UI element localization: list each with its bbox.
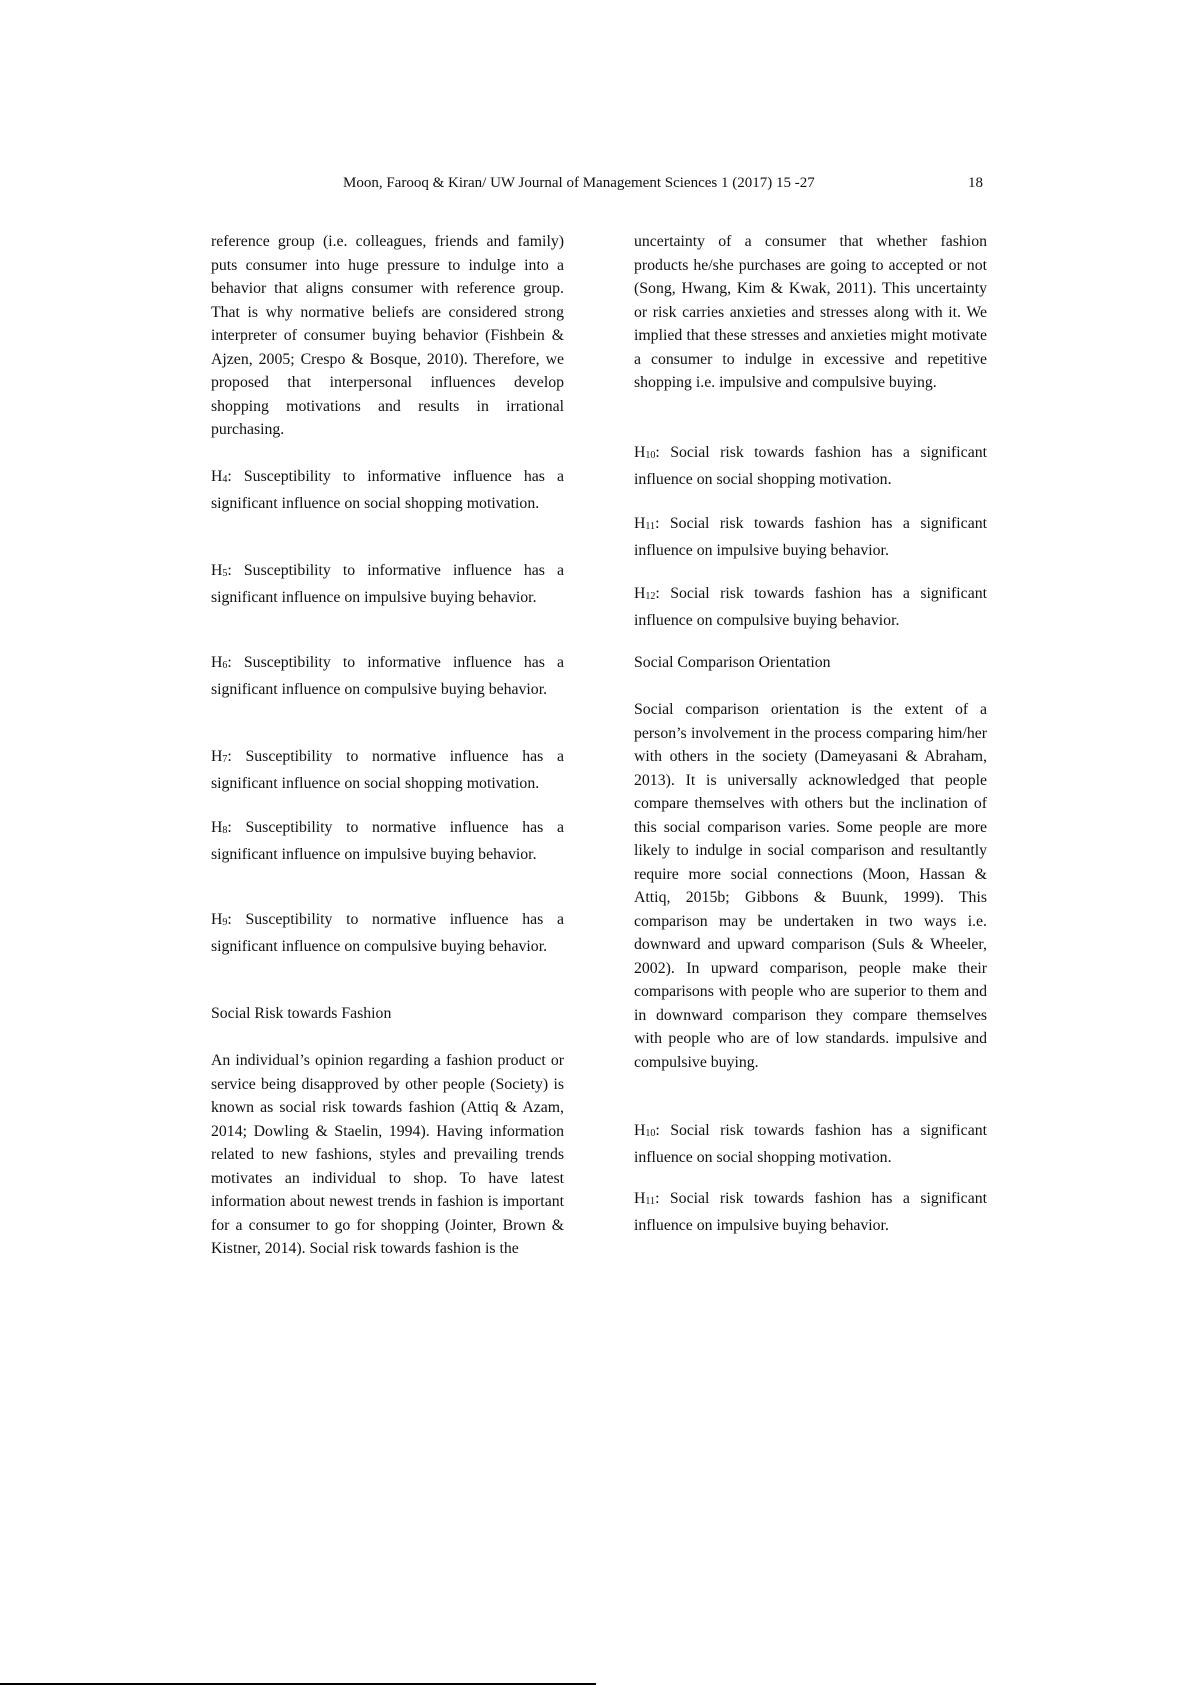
hyp-label: H: [211, 468, 223, 485]
hyp-sub: 11: [645, 1196, 656, 1207]
hyp-label: H: [211, 654, 223, 671]
running-title: Moon, Farooq & Kiran/ UW Journal of Management Sciences 1 (2017) 15 -27: [343, 175, 815, 191]
hyp-sub: 9: [222, 917, 228, 928]
hypothesis-h10-repeat: [634, 1119, 987, 1169]
hyp-label: H: [211, 819, 223, 836]
hypothesis-h6: [211, 651, 564, 701]
hyp-label: H: [211, 748, 223, 765]
hyp-text: : Susceptibility to normative influence has a significant influence on compulsive buying behavior.: [211, 911, 564, 955]
hyp-label: H: [634, 444, 646, 461]
hyp-text: : Susceptibility to informative influence has a significant influence on impulsive buying behavior.: [211, 562, 564, 606]
hyp-label: H: [211, 562, 223, 579]
hyp-label: H: [634, 515, 646, 532]
hypothesis-h4: [211, 465, 564, 515]
hypothesis-h8: [211, 816, 564, 866]
hyp-text: : Susceptibility to informative influence has a significant influence on compulsive buying behavior.: [211, 654, 564, 698]
hyp-text: : Social risk towards fashion has a significant influence on impulsive buying behavior.: [634, 1190, 987, 1234]
hyp-text: : Social risk towards fashion has a significant influence on impulsive buying behavior.: [634, 515, 987, 559]
hypothesis-h5: [211, 559, 564, 609]
hyp-text: : Social risk towards fashion has a significant influence on social shopping motivation.: [634, 444, 987, 488]
hyp-label: H: [634, 1190, 646, 1207]
hyp-text: : Susceptibility to normative influence has a significant influence on impulsive buying behavior.: [211, 819, 564, 863]
hypothesis-h10: [634, 441, 987, 491]
hyp-label: H: [634, 585, 646, 602]
hyp-sub: 8: [222, 825, 228, 836]
paragraph: Social comparison orientation is the extent of a person’s involvement in the process comparing him/her with others in the society (Dameyasani & Abraham, 2013). It is universally acknowledged that people compare themselves with others but the inclination of this social comparison varies. Some people are more likely to indulge in social comparison and resultantly require more social connections (Moon, Hassan & Attiq, 2015b; Gibbons & Buunk, 1999). This comparison may be undertaken in two ways i.e. downward and upward comparison (Suls & Wheeler, 2002). In upward comparison, people make their comparisons with people who are superior to them and in downward comparison they compare themselves with people who are of low standards. impulsive and compulsive buying.: [634, 701, 987, 1071]
section-heading: Social Risk towards Fashion: [211, 1005, 392, 1022]
page-number: 18: [968, 175, 983, 191]
hyp-text: : Social risk towards fashion has a significant influence on compulsive buying behavior.: [634, 585, 987, 629]
footnote-rule: [0, 1683, 596, 1685]
hypothesis-h7: [211, 745, 564, 795]
paragraph: uncertainty of a consumer that whether fashion products he/she purchases are going to accepted or not (Song, Hwang, Kim & Kwak, 2011). This uncertainty or risk carries anxieties and stresses along with it. We implied that these stresses and anxieties might motivate a consumer to indulge in excessive and repetitive shopping i.e. impulsive and compulsive buying.: [634, 233, 987, 391]
hyp-sub: 12: [645, 591, 656, 602]
hyp-text: : Susceptibility to informative influence has a significant influence on social shopping motivation.: [211, 468, 564, 512]
hyp-sub: 4: [222, 474, 228, 485]
hypothesis-h11: [634, 512, 987, 562]
hyp-sub: 10: [645, 450, 656, 461]
hyp-label: H: [634, 1122, 646, 1139]
hyp-sub: 11: [645, 521, 656, 532]
hypothesis-h11-repeat: [634, 1187, 987, 1237]
paragraph: An individual’s opinion regarding a fashion product or service being disapproved by other people (Society) is known as social risk towards fashion (Attiq & Azam, 2014; Dowling & Staelin, 1994). Having information related to new fashions, styles and prevailing trends motivates an individual to shop. To have latest information about newest trends in fashion is important for a consumer to go for shopping (Jointer, Brown & Kistner, 2014). Social risk towards fashion is the: [211, 1052, 564, 1257]
hyp-sub: 5: [222, 568, 228, 579]
section-heading: Social Comparison Orientation: [634, 654, 831, 671]
hyp-text: : Susceptibility to normative influence has a significant influence on social shopping motivation.: [211, 748, 564, 792]
paragraph: reference group (i.e. colleagues, friends and family) puts consumer into huge pressure to indulge into a behavior that aligns consumer with reference group. That is why normative beliefs are considered strong interpreter of consumer buying behavior (Fishbein & Ajzen, 2005; Crespo & Bosque, 2010). Therefore, we proposed that interpersonal influences develop shopping motivations and results in irrational purchasing.: [211, 233, 564, 438]
hyp-sub: 6: [222, 660, 228, 671]
hypothesis-h12: [634, 582, 987, 632]
hyp-label: H: [211, 911, 223, 928]
hyp-text: : Social risk towards fashion has a significant influence on social shopping motivation.: [634, 1122, 987, 1166]
hypothesis-h9: [211, 908, 564, 958]
hyp-sub: 7: [222, 754, 228, 765]
hyp-sub: 10: [645, 1128, 656, 1139]
